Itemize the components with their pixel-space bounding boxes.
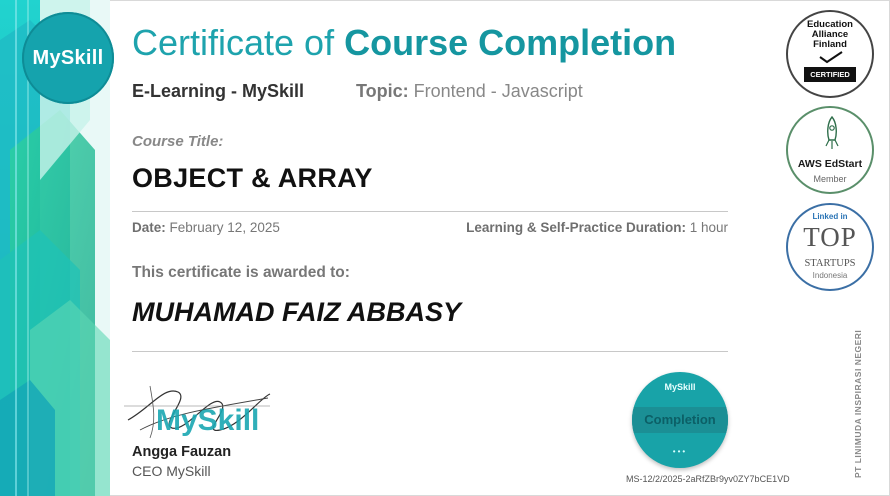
seal-line: Education bbox=[807, 19, 853, 30]
certified-band: CERTIFIED bbox=[804, 67, 856, 82]
awarded-label: This certificate is awarded to: bbox=[132, 264, 350, 281]
aws-seal-subtitle: Member bbox=[813, 174, 847, 184]
organization: E-Learning - MySkill bbox=[132, 81, 305, 101]
title-emphasis: Course Completion bbox=[344, 22, 677, 63]
signer-role: CEO MySkill bbox=[132, 463, 211, 479]
signature bbox=[120, 378, 280, 446]
badge-dots: ••• bbox=[672, 447, 688, 456]
topic-value: Frontend - Javascript bbox=[413, 81, 583, 101]
divider bbox=[132, 351, 728, 352]
signer-name: Angga Fauzan bbox=[132, 444, 232, 460]
company-vertical-text bbox=[852, 312, 864, 478]
linkedin-top-startups-seal bbox=[786, 203, 874, 291]
topic-label: Topic: bbox=[356, 81, 409, 101]
date-label: Date: bbox=[132, 220, 166, 235]
topic bbox=[356, 81, 583, 102]
seal-text bbox=[788, 20, 872, 50]
myskill-logo bbox=[22, 12, 114, 104]
divider bbox=[132, 211, 728, 212]
course-title: OBJECT & ARRAY bbox=[132, 163, 373, 193]
date bbox=[132, 220, 280, 235]
title-prefix: Certificate of bbox=[132, 22, 345, 63]
education-alliance-seal bbox=[786, 10, 874, 98]
top-label: TOP bbox=[803, 222, 857, 252]
duration bbox=[466, 220, 728, 235]
country-label: Indonesia bbox=[812, 271, 848, 280]
date-value: February 12, 2025 bbox=[169, 220, 280, 235]
linkedin-brand: Linked in bbox=[812, 212, 848, 221]
badge-label: Completion bbox=[644, 412, 716, 427]
duration-label: Learning & Self-Practice Duration: bbox=[466, 220, 686, 235]
startups-label: STARTUPS bbox=[804, 258, 856, 269]
check-icon bbox=[818, 50, 844, 64]
signature-logo-text: MySkill bbox=[156, 404, 260, 437]
certificate-title bbox=[132, 22, 676, 64]
rocket-icon bbox=[824, 116, 840, 150]
course-title-label: Course Title: bbox=[132, 133, 224, 150]
aws-edstart-seal bbox=[786, 106, 874, 194]
completion-badge bbox=[632, 372, 728, 468]
seal-line: Finland bbox=[813, 39, 847, 50]
company-name: PT LINIMUDA INSPIRASI NEGERI bbox=[853, 329, 863, 478]
certificate-id: MS-12/2/2025-2aRfZBr9yv0ZY7bCE1VD bbox=[626, 474, 790, 484]
logo-text: MySkill bbox=[32, 46, 104, 69]
duration-value: 1 hour bbox=[689, 220, 728, 235]
aws-seal-title: AWS EdStart bbox=[797, 158, 863, 170]
badge-brand: MySkill bbox=[664, 382, 696, 392]
recipient-name: MUHAMAD FAIZ ABBASY bbox=[132, 297, 461, 327]
seal-line: Alliance bbox=[811, 29, 849, 40]
